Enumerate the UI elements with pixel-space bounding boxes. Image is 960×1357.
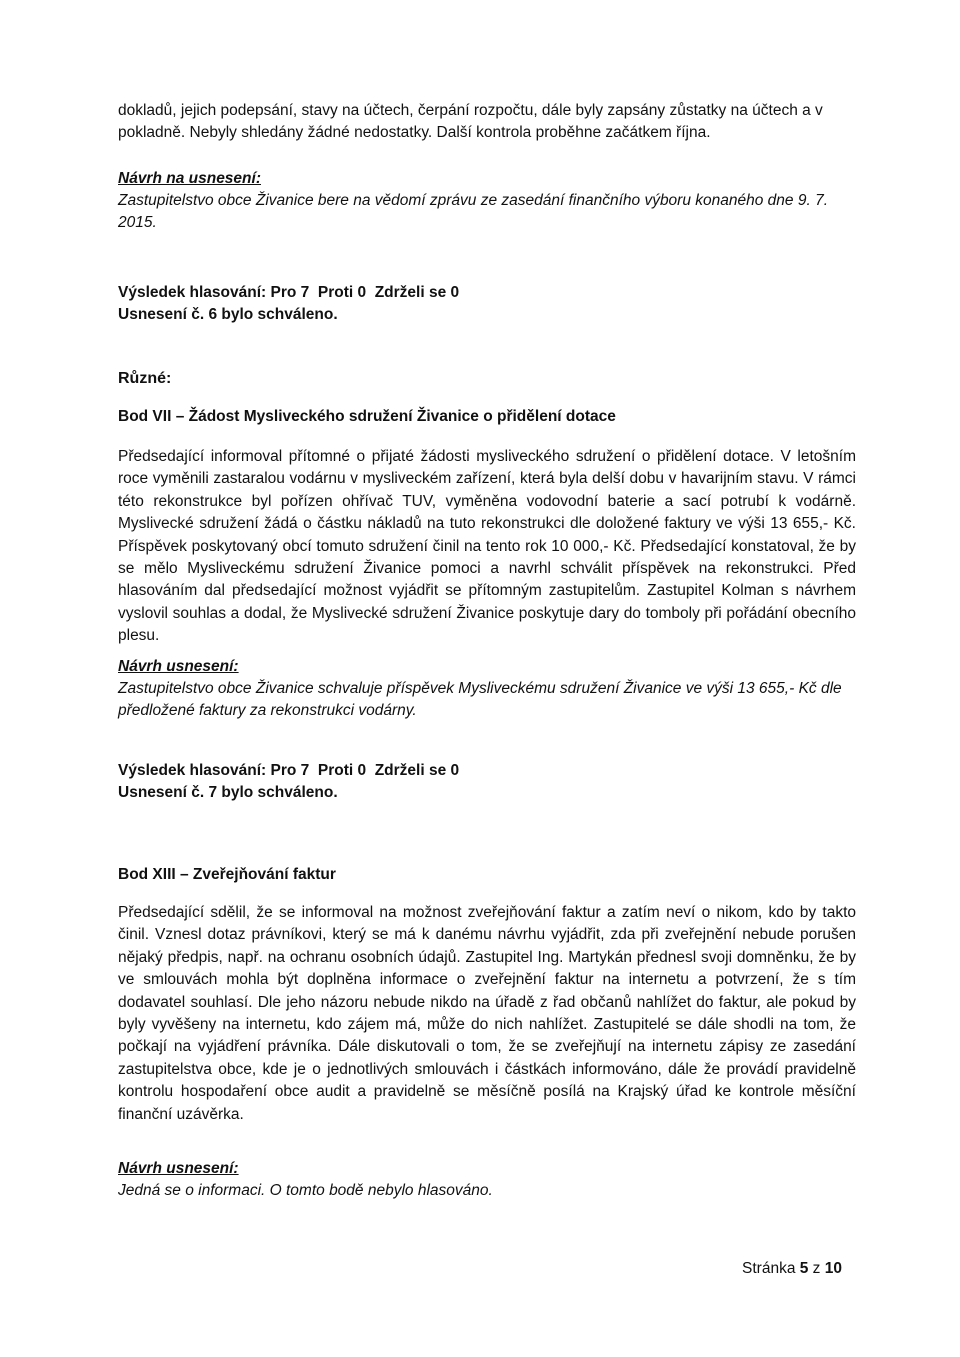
proposal-1 xyxy=(118,168,856,235)
proposal-2 xyxy=(118,656,856,723)
page-footer xyxy=(742,1260,842,1278)
proposal-label: Návrh na usnesení: xyxy=(118,170,261,187)
intro-section xyxy=(118,100,856,145)
proposal-label: Návrh usnesení: xyxy=(118,658,239,675)
resolution-status: Usnesení č. 7 bylo schváleno. xyxy=(118,784,338,801)
item-body: Předsedající informoval přítomné o přijaté žádosti mysliveckého sdružení o přidělení dotace. V letošním roce vyměnili zastaralou vodárnu v mysliveckém zařízení, která byla delší dobu v havarijním stavu. V rámci této rekonstrukce byl pořízen ohřívač TUV, vyměněna vodovodní baterie a sací potrubí k vodárně. Myslivecké sdružení žádá o částku nákladů na tuto rekonstrukci dle doložené faktury ve výši 13 655,- Kč. Příspěvek poskytovaný obcí tomuto sdružení činil na tento rok 10 000,- Kč. Předsedající konstatoval, že by se mělo Mysliveckému sdružení Živanice pomoci a navrhl schválit příspěvek na rekonstrukci. Před hlasováním dal předsedající možnost vyjádřit se přítomným zastupitelům. Zastupitel Kolman s návrhem vyslovil souhlas a dodal, že Myslivecké sdružení Živanice poskytuje dary do tomboly při pořádání obecního plesu. xyxy=(118,448,856,645)
item-13 xyxy=(118,864,856,1126)
current-page-number: 5 xyxy=(799,1260,809,1277)
proposal-3 xyxy=(118,1158,856,1202)
proposal-label: Návrh usnesení: xyxy=(118,1160,239,1177)
section-heading xyxy=(118,368,856,390)
vote-result-2 xyxy=(118,760,856,804)
footer-middle: z xyxy=(808,1260,825,1277)
proposal-text: Jedná se o informaci. O tomto bodě nebylo hlasováno. xyxy=(118,1182,493,1199)
item-7 xyxy=(118,406,856,648)
total-page-count: 10 xyxy=(824,1260,842,1277)
proposal-text: Zastupitelstvo obce Živanice bere na vědomí zprávu ze zasedání finančního výboru konaného dne 9. 7. 2015. xyxy=(118,192,828,232)
resolution-status: Usnesení č. 6 bylo schváleno. xyxy=(118,306,338,323)
section-heading-text: Různé: xyxy=(118,370,172,387)
item-body: Předsedající sdělil, že se informoval na možnost zveřejňování faktur a zatím neví o nikom, kdo by takto činil. Vznesl dotaz právníkovi, který se má k danému návrhu vyjádřit, zda při zveřejnění nebude porušen nějaký předpis, např. na ochranu osobních údajů. Zastupitel Ing. Martykán přednesl svoji domněnku, že by ve smlouvách mohla být doplněna informace o zveřejnění faktur na internetu a potvrzení, že s tím dodavatel souhlasí. Dle jeho názoru nebude nikdo na úřadě z řad občanů nahlížet do faktur, ale pokud by byly vyvěšeny na internetu, kdo zájem má, může do nich nahlížet. Zastupitelé se dále shodli na tom, že počkají na vyjádření právníka. Dále diskutovali o tom, že se zveřejňují na internetu zápisy ze zasedání zastupitelstva obce, kde je o jednotlivých smlouvách i částkách informováno, dále že provádí pravidelně kontrolu hospodaření obce audit a pravidelně se měsíčně posílá na Krajský úřad ke kontrole měsíční finanční uzávěrka. xyxy=(118,904,856,1123)
vote-result: Výsledek hlasování: Pro 7 Proti 0 Zdrželi se 0 xyxy=(118,284,460,301)
footer-prefix: Stránka xyxy=(742,1260,800,1277)
item-title: Bod XIII – Zveřejňování faktur xyxy=(118,866,336,883)
vote-result-1 xyxy=(118,282,856,326)
vote-result: Výsledek hlasování: Pro 7 Proti 0 Zdrželi se 0 xyxy=(118,762,460,779)
proposal-text: Zastupitelstvo obce Živanice schvaluje příspěvek Mysliveckému sdružení Živanice ve výši 13 655,- Kč dle předložené faktury za rekonstrukci vodárny. xyxy=(118,680,842,720)
item-title: Bod VII – Žádost Mysliveckého sdružení Živanice o přidělení dotace xyxy=(118,408,616,425)
intro-paragraph: dokladů, jejich podepsání, stavy na účtech, čerpání rozpočtu, dále byly zapsány zůstatky na účtech a v pokladně. Nebyly shledány žádné nedostatky. Další kontrola proběhne začátkem října. xyxy=(118,102,823,142)
